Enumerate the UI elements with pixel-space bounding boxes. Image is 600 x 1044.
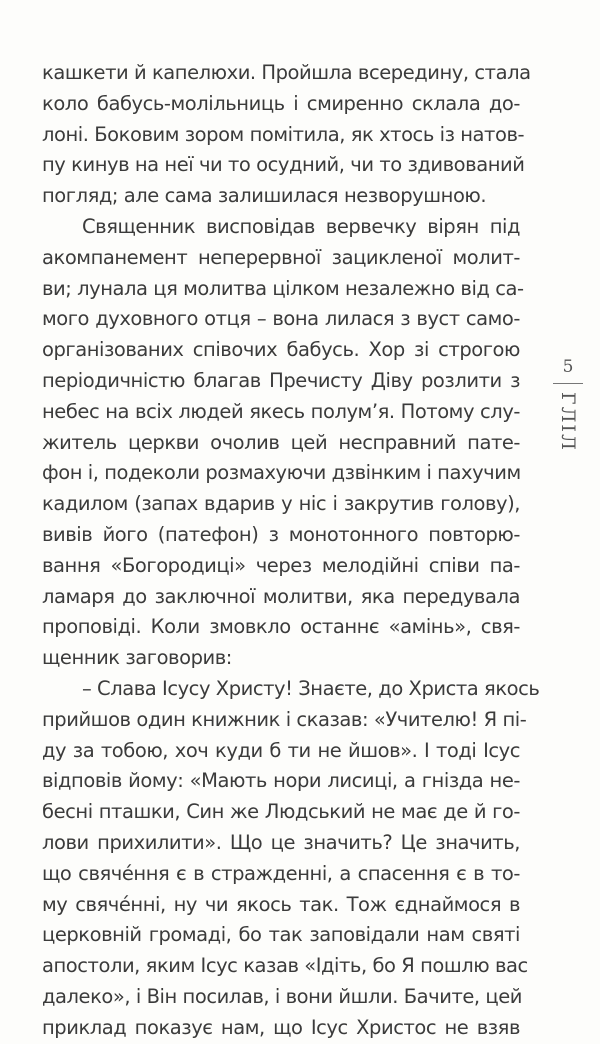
text-line: мого духовного отця – вона лилася з вуст само- <box>42 307 520 331</box>
text-line: му свячéнні, ну чи якось так. Тож єднаймося в <box>42 892 520 916</box>
text-line: небес на всіх людей якесь полум’я. Потому слу- <box>42 399 520 423</box>
text-line: бесні пташки, Син же Людський не має де й го- <box>42 800 520 824</box>
text-line: прийшов один книжник і сказав: «Учителю! Я пі- <box>42 707 527 731</box>
text-line: вивів його (патефон) з монотонного повторю- <box>42 522 520 546</box>
running-header <box>553 355 583 452</box>
text-line: лоні. Боковим зором помітила, як хтось із натов- <box>42 122 525 146</box>
text-line: відповів йому: «Мають нори лисиці, а гнізда не- <box>42 769 520 793</box>
text-line: – Слава Ісусу Христу! Знаєте, до Христа якось <box>82 676 540 700</box>
text-line: фон і, подеколи розмахуючи дзвінким і пахучим <box>42 461 521 485</box>
text-line: пу кинув на неї чи то осудний, чи то здивований <box>42 153 525 177</box>
page-body-text <box>42 58 540 1044</box>
running-title: ГЛІЛ <box>557 392 579 452</box>
page-number: 5 <box>562 357 574 377</box>
text-line: коло бабусь-молільниць і смиренно склала до- <box>42 91 520 115</box>
text-line: приклад показує нам, що Ісус Христос не взяв <box>42 1015 520 1039</box>
text-line: ду за тобою, хоч куди б ти не йшов». І тоді Ісус <box>42 738 520 762</box>
text-line: погляд; але сама залишилася незворушною. <box>42 184 487 208</box>
text-line: церковній громаді, бо так заповідали нам святі <box>42 923 520 947</box>
text-line: вання «Богородиці» через мелодійні співи па- <box>42 553 520 577</box>
text-line: щенник заговорив: <box>42 646 232 670</box>
text-line: житель церкви очолив цей несправний пате- <box>42 430 520 454</box>
text-line: далеко», і Він посилав, і вони йшли. Бачите, цей <box>42 984 522 1008</box>
text-line: лови прихилити». Що це значить? Це значить, <box>42 830 520 854</box>
text-line: проповіді. Коли змовкло останнє «амінь», свя- <box>42 615 520 639</box>
text-line: акомпанемент неперервної зацикленої молит- <box>42 245 520 269</box>
text-line: що свячéння є в стражденні, а спасення є в то- <box>42 861 520 885</box>
text-line: апостоли, яким Ісус казав «Ідіть, бо Я пошлю вас <box>42 954 528 978</box>
text-line: ви; лунала ця молитва цілком незалежно від са- <box>42 276 524 300</box>
text-line: ламаря до заключної молитви, яка передувала <box>42 584 520 608</box>
divider-line <box>553 383 583 384</box>
text-line: організованих співочих бабусь. Хор зі строгою <box>42 338 520 362</box>
text-line: Священник висповідав вервечку вірян під <box>82 214 520 238</box>
text-line: періодичністю благав Пречисту Діву розлити з <box>42 368 520 392</box>
text-line: кашкети й капелюхи. Пройшла всередину, стала <box>42 61 531 84</box>
text-line: кадилом (запах вдарив у ніс і закрутив голову), <box>42 492 520 516</box>
